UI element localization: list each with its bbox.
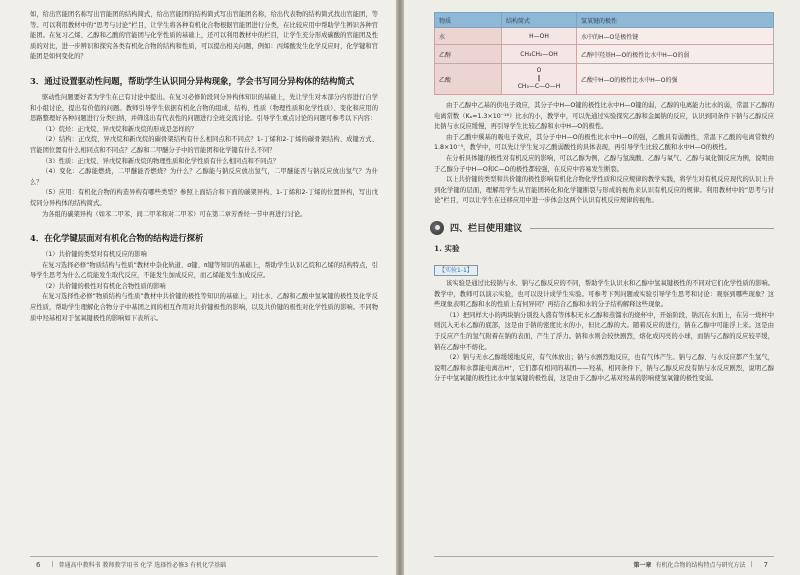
footer-divider: | (750, 561, 753, 568)
table-header: 结构简式 (502, 13, 577, 28)
page-number-left: 6 (36, 560, 41, 569)
left-footer (30, 556, 378, 569)
section-rule (530, 228, 774, 229)
experiment-point-1: （1）把同样大小的两块钠分别投入盛有等体积无水乙醇和蒸馏水的烧杯中，开始阶段，钠沉在水面上，在另一烧杯中则沉入无水乙醇的底部，这是由于钠的密度比水的小，但比乙醇的大。随着反应的进行，钠在乙醇中可能浮上来。这是由于反应产生的氢气附着在钠的表面，产生了浮力。钠和水则会较快剧烈，熔化成闪亮的小球，而钠与乙醇的反应较平缓，钠在乙醇中不熔化。 (434, 311, 774, 351)
formula-chain: CH₃—C—O—H (517, 83, 561, 90)
formula-double-bond: ‖ (537, 75, 541, 82)
question-2: （2）结构：正戊烷、异戊烷和新戊烷的碳骨架结构有什么相同点和不同点？1-丁烯和2-丁烯的碳骨架结构、成键方式、官能团位置有什么相同点和不同点？乙醇和二甲醚分子中的官能团和化学键有什么不同？ (30, 136, 378, 154)
structural-formula (502, 64, 577, 95)
table-row (435, 64, 774, 95)
subsection-4-2-heading: （2）共价键的极性对有机化合物性质的影响 (42, 282, 166, 290)
question-1: （1）烷烃：正戊烷、异戊烷和新戊烷的形成是怎样的？ (42, 125, 198, 133)
chapter-label: 第一章 (633, 562, 652, 569)
table-cell: 乙醇中羟基H—O的极性比水中H—O的弱 (577, 45, 774, 64)
experiment-heading: 1. 实验 (434, 243, 460, 253)
question-3: （3）性质：正戊烷、异戊烷和新戊烷的物理性质和化学性质有什么相同点和不同点？ (42, 157, 279, 165)
right-page (404, 0, 800, 575)
experiment-intro: 该实验是通过比较钠与水、钠与乙醇反应的不同，帮助学生认识水和乙醇中氢氧键极性的不同对它们化学性质的影响。教学中，教师可以演示实验，也可以设计成学生实验。可参考下列问题或实验引导学生思考和讨论：观察到哪些现象？这些现象表明乙醇和水的性质上有何异同？再结合乙醇和水的分子结构解释这些现象。 (434, 279, 774, 309)
question-4: （4）变化：乙醇能燃烧，二甲醚能否燃烧？为什么？乙醇能与钠反应放出氢气，二甲醚能否与钠反应放出氢气？为什么？ (30, 168, 378, 186)
section-3-paragraph: 驱动性问题要好者为学生在已有讨论中提出。在复习必修阶段同分异构体知识的基础上，先让学生对本部分内容进行自学和小组讨论，提出有价值的问题。教师引导学生依据有机化合物的组成、结构、性质（物理性质和化学性质）、变化和应用的思路整理好各种问题进行分类归纳，并筛选出有代表性的问题进行全班交流讨论。引导学生重点讨论的问题可参考以下内容： (30, 93, 378, 123)
footer-divider: | (51, 561, 54, 568)
summary-paragraph: 以上共价键的类型和共价键的极性影响有机化合物化学性质和反应规律的教学实践，将学生对有机反应现代的认识上升到化学键的层面，理解用学生从官能团转化和化学键断裂与形成的视角来认识有机反应的规律。利用教材中的“思考与讨论”栏目，可以让学生在迁移应用中进一步体会这两个认识有机反应规律的视角。 (434, 176, 774, 205)
experiment-tag: 【实验1-1】 (434, 265, 478, 276)
table-cell: H—OH (502, 28, 577, 45)
section-3-note: 为各组的碳架异构（如苯二甲苯、间二甲苯和对二甲苯）可在第二章芳香烃一节中再进行讨论。 (42, 210, 307, 218)
formula-oxygen: O (536, 67, 542, 74)
book-title: 普通高中教科书 教师教学用书 化学 选择性必修3 有机化学基础 (58, 562, 226, 569)
section-4-heading: 4．在化学键层面对有机化合物的结构进行探析 (30, 233, 204, 244)
intro-paragraph: 如，给出官能团名称写出官能团的结构简式，给出官能团的结构简式写出官能团名称，给出代表物的结构简式找出官能团，等等。可以利用教材中的“思考与讨论”栏目，让学生将各种有机化合物根据官能团进行分类，在比较应用中帮助学生辨识各种官能团。在复习乙烯、乙醇和乙酸的官能团与化学性质的基础上，还可以利用教材中的栏目，让学生充分形成碳酸的官能团及性质的对比，进一步辨识和探究各类有机化合物的结构和性质，可以提出相关问题，例如：丙烯酸发生化学反应时，化学键和官能团是如何变化的？ (30, 11, 378, 61)
ethanol-paragraph: 由于乙醇中乙基的供电子效应，其分子中H—O键的极性比水中H—O键的弱，乙醇的电离能力比水的弱，常温下乙醇的电离常数（Kₐ≈1.3×10⁻¹⁶）比水的小，教学中，可以先通过实验探究乙醇和金属钠的反应，认识到同条件下钠与乙醇反应比钠与水反应缓慢，再引导学生比较乙醇和水中H—O的极性。 (434, 102, 774, 131)
section-banner (430, 221, 774, 235)
bond-breaking-paragraph: 在分析具体键的极性对有机反应的影响，可以乙醇为例，乙醇与氢溴酸、乙醇与氧气、乙醇与氧化铜反应为例，说明由于乙醇分子中H—O和C—O的极性都较强，在反应中容易发生断裂。 (434, 154, 774, 173)
table-cell: 乙酸中H—O的极性比水中H—O的强 (577, 64, 774, 95)
section-title: 四、栏目使用建议 (450, 224, 523, 235)
table-row (435, 28, 774, 45)
acetic-acid-paragraph: 由于乙酸中羰基的吸电子效应，其分子中H—O的极性比水中H—O的强，乙酸具有弱酸性，常温下乙酸的电离常数约1.8×10⁻⁵，教学中，可以先让学生复习乙酸弱酸性的具体表现，再引导学生比较乙酸和水中H—O的极性。 (434, 133, 774, 152)
question-5: （5）应用：有机化合物的构造异构有哪些类型？参照上面结合和下面的碳架异构、1-丁烯和2-丁烯的位置异构，写出戊烷同分异构体的结构简式。 (30, 189, 378, 207)
table-row (435, 45, 774, 64)
table-cell: 乙酸 (435, 64, 502, 95)
page-number-right: 7 (763, 560, 768, 569)
table-cell: 水中的H—O是极性键 (577, 28, 774, 45)
subsection-4-2-body: 在复习选择性必修“物质结构与性质”教材中共价键的极性等知识的基础上，对比水、乙醇和乙酸中氢氧键的极性及化学反应性质，帮助学生理解化合物分子中基团之间的相互作用对共价键极性的影响，以及共价键的极性对化学性质的影响。不同物质中羟基相对于氢氧键极性的影响如下表所示。 (30, 293, 378, 322)
left-page (0, 0, 396, 575)
subsection-4-1-body: 在复习选择必修“物质结构与性质”教材中杂化轨道、σ键、π键等知识的基础上，帮助学生认识乙烷和乙烯的结构特点，引导学生思考为什么乙烷能发生取代反应，不能发生加成反应，而乙烯能发生加成反应。 (30, 261, 378, 280)
table-cell: 水 (435, 28, 502, 45)
table-header: 氢氧键的极性 (577, 13, 774, 28)
table-cell: 乙醇 (435, 45, 502, 64)
polarity-table (434, 12, 774, 95)
table-cell: CH₃CH₂—OH (502, 45, 577, 64)
book-gutter (396, 0, 404, 575)
chapter-title: 有机化合物的结构特点与研究方法 (655, 562, 746, 569)
subsection-4-1-heading: （1）共价键的类型对有机反应的影响 (42, 251, 147, 259)
right-footer (434, 556, 774, 569)
section-3-heading: 3．通过设置驱动性问题，帮助学生认识同分异构现象，学会书写同分异构体的结构简式 (30, 75, 355, 86)
bullet-circle-icon (430, 221, 444, 235)
experiment-point-2: （2）钠与无水乙醇缓缓地反应，有气体放出；钠与水剧烈地反应，也有气体产生。钠与乙醇、与水反应都产生氢气，说明乙醇和水都能电离出H⁺，它们都有相同的基团——羟基，相同条件下，钠与乙醇反应没有钠与水反应剧烈，说明乙醇分子中氢氧键的极性比水中氢氧键的极性弱，这是由于乙醇中乙基对羟基的影响使氢氧键的极性变弱。 (434, 354, 774, 383)
table-header: 物质 (435, 13, 502, 28)
